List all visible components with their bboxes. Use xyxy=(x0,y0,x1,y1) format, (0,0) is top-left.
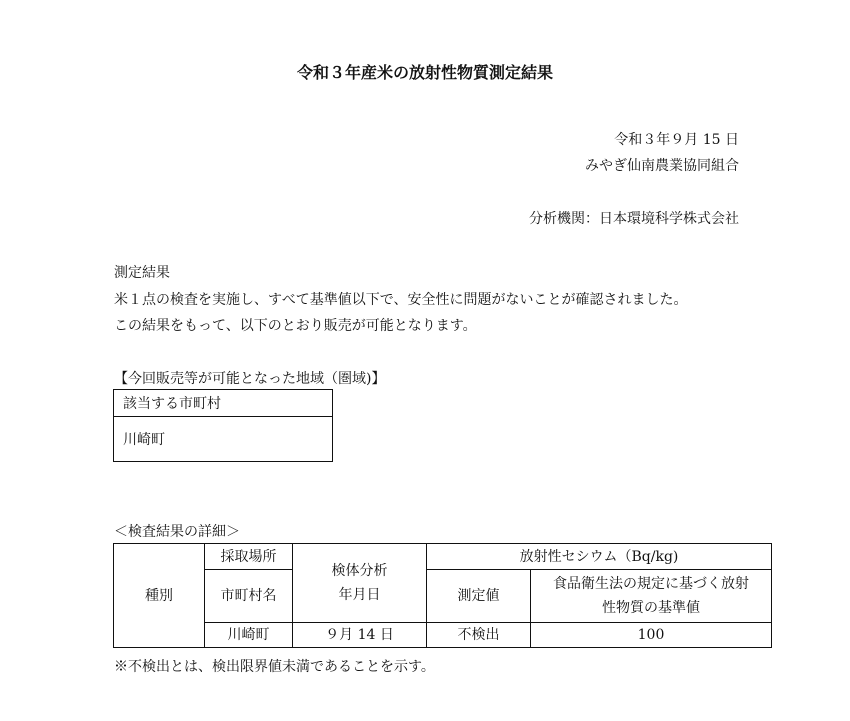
row-analysis-date: ９月 14 日 xyxy=(293,623,427,648)
organization-name: みやぎ仙南農業協同組合 xyxy=(585,158,739,174)
region-heading: 【今回販売等が可能となった地域（圏域)】 xyxy=(114,371,386,387)
detail-table xyxy=(113,543,772,648)
header-analysis-date-line-1: 検体分析 xyxy=(331,563,388,579)
document-title: 令和３年産米の放射性物質測定結果 xyxy=(296,63,553,82)
header-sampling-place: 採取場所 xyxy=(205,544,293,570)
result-text-line-1: 米１点の検査を実施し、すべて基準値以下で、安全性に問題がないことが確認されました。 xyxy=(114,292,688,308)
region-municipality: 川崎町 xyxy=(114,417,333,462)
header-measured-value: 測定値 xyxy=(427,570,531,623)
result-text-line-2: この結果をもって、以下のとおり販売が可能となります。 xyxy=(114,318,477,334)
issue-date: 令和３年９月 15 日 xyxy=(614,132,739,148)
detail-heading: ＜検査結果の詳細＞ xyxy=(114,524,240,540)
row-standard-value: 100 xyxy=(531,623,772,648)
region-column-header: 該当する市町村 xyxy=(114,390,333,417)
header-municipality: 市町村名 xyxy=(205,570,293,623)
header-standard-value-line-1: 食品衛生法の規定に基づく放射 xyxy=(553,576,749,592)
header-standard-value-line-2: 性物質の基準値 xyxy=(602,600,700,616)
row-measured-value: 不検出 xyxy=(427,623,531,648)
row-municipality: 川崎町 xyxy=(205,623,293,648)
header-radioactive-cesium: 放射性セシウム（Bq/kg) xyxy=(427,544,772,570)
region-table xyxy=(113,389,333,462)
header-type: 種別 xyxy=(114,544,205,648)
result-heading: 測定結果 xyxy=(114,265,170,281)
header-standard-value xyxy=(531,570,772,623)
analysis-lab: 分析機関：日本環境科学株式会社 xyxy=(529,211,739,227)
header-analysis-date xyxy=(293,544,427,623)
header-analysis-date-line-2: 年月日 xyxy=(338,587,381,603)
footnote: ※不検出とは、検出限界値未満であることを示す。 xyxy=(114,659,435,675)
